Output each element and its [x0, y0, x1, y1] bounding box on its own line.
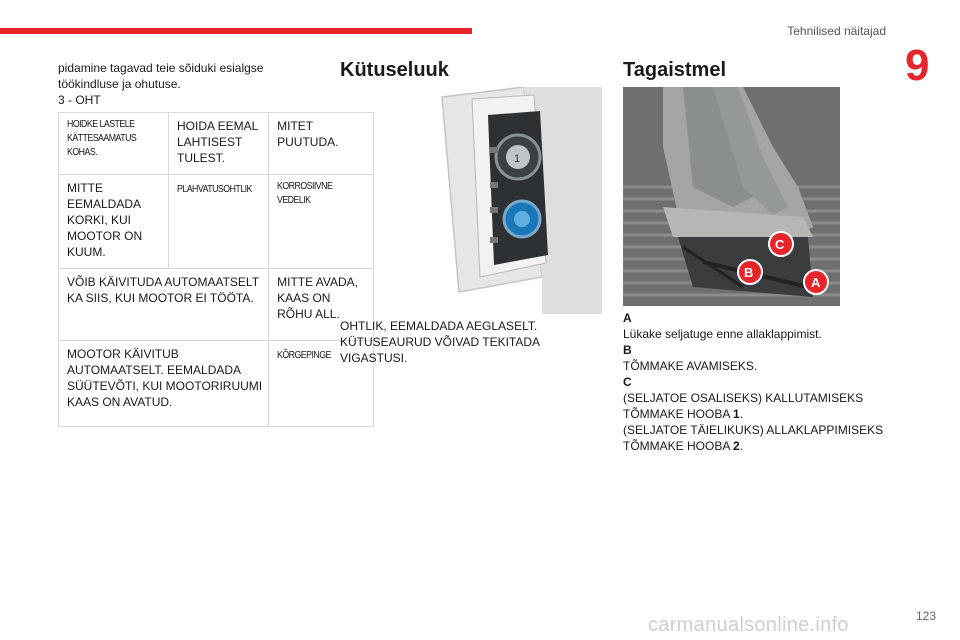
- warning-cell: HOIDA EEMAL LAHTISEST TULEST.: [169, 113, 269, 175]
- rear-seat-illustration: [623, 87, 840, 306]
- chapter-number: 9: [905, 41, 930, 90]
- warning-cell: MOOTOR KÄIVITUB AUTOMAATSELT. EEMALDADA SÜÜTEVÕTI, KUI MOOTORIRUUMI KAAS ON AVATUD.: [59, 341, 269, 427]
- note-text: (SELJATOE TÄIELIKUKS) ALLAKLAPPIMISEKS TÕMMAKE HOOBA: [623, 423, 884, 453]
- note-text: (SELJATOE OSALISEKS) KALLUTAMISEKS TÕMMAKE HOOBA: [623, 391, 864, 421]
- column-seat: [623, 58, 893, 82]
- note-tail: .: [739, 439, 744, 453]
- marker-b: B: [744, 265, 754, 280]
- note-text-d: [623, 422, 903, 454]
- table-row: [59, 269, 374, 341]
- svg-text:1: 1: [514, 153, 521, 165]
- warning-text: KÕRGEPINGE: [277, 350, 332, 361]
- note-label-a: A: [623, 311, 632, 325]
- section-title-seat: Tagaistmel: [623, 59, 726, 81]
- table-row: [59, 175, 374, 269]
- column-warnings: [58, 60, 359, 427]
- note-text-b: TÕMMAKE AVAMISEKS.: [623, 359, 758, 373]
- warning-text: KORROSIIVNE VEDELIK: [277, 181, 333, 206]
- warning-cell: [59, 113, 169, 175]
- warning-cell: MITTE EEMALDADA KORKI, KUI MOOTOR ON KUUM.: [59, 175, 169, 269]
- warning-cell: MITTE AVADA, KAAS ON RÕHU ALL.: [269, 269, 374, 341]
- note-text-c: [623, 390, 903, 422]
- section-title-fuel: Kütuseluuk: [340, 59, 449, 81]
- table-row: [59, 113, 374, 175]
- fuel-flap-illustration: [414, 87, 602, 314]
- warning-cell: [269, 175, 374, 269]
- marker-a: A: [811, 275, 821, 290]
- warning-cell: MITET PUUTUDA.: [269, 113, 374, 175]
- intro-line-3: 3 - OHT: [58, 93, 101, 107]
- header-title: Tehnilised näitajad: [787, 24, 886, 38]
- warning-text: PLAHVATUSOHTLIK: [177, 184, 252, 195]
- note-label-b: B: [623, 343, 632, 357]
- note-label-c: C: [623, 375, 632, 389]
- warning-cell: [169, 175, 269, 269]
- seat-notes: [623, 310, 903, 454]
- column-fuel: [340, 58, 602, 82]
- warning-text: HOIDKE LASTELE KÄTTESAAMATUS KOHAS.: [67, 119, 137, 158]
- lever-number: 1: [733, 407, 740, 421]
- marker-c: C: [775, 237, 785, 252]
- warning-cell: VÕIB KÄIVITUDA AUTOMAATSELT KA SIIS, KUI MOOTOR EI TÖÖTA.: [59, 269, 269, 341]
- intro-text: [58, 60, 320, 108]
- lever-number: 2: [733, 439, 740, 453]
- note-text-a: Lükake seljatuge enne allaklappimist.: [623, 327, 822, 341]
- note-tail: .: [739, 407, 744, 421]
- intro-line-2: töökindluse ja ohutuse.: [58, 77, 181, 91]
- fuel-caption: OHTLIK, EEMALDADA AEGLASELT. KÜTUSEAURUD VÕIVAD TEKITADA VIGASTUSI.: [340, 319, 540, 365]
- page-number: 123: [915, 609, 936, 623]
- top-accent-bar: [0, 28, 472, 34]
- watermark: carmanualsonline.info: [648, 614, 849, 636]
- warning-table: [58, 112, 374, 427]
- table-row: [59, 341, 374, 427]
- intro-line-1: pidamine tagavad teie sõiduki esialgse: [58, 61, 264, 75]
